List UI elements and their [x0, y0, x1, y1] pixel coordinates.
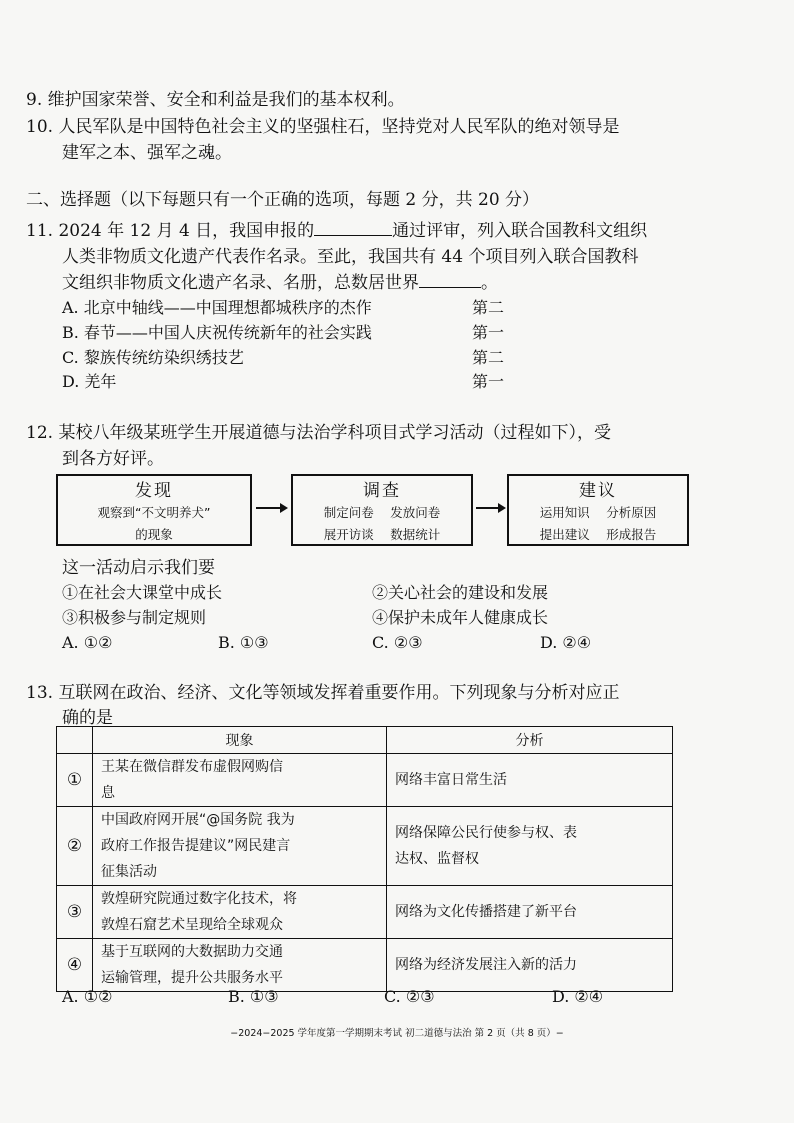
- question-10-line-1: 10. 人民军队是中国特色社会主义的坚强柱石，坚持党对人民军队的绝对领导是: [26, 117, 620, 137]
- q11-text-c: 文组织非物质文化遗产名录、名册，总数居世界: [62, 273, 419, 293]
- row-number: ②: [57, 807, 93, 886]
- flow-box-row: 展开访谈 数据统计: [323, 527, 441, 542]
- flow-box-row: 制定问卷 发放问卷: [323, 505, 441, 520]
- q12-choice-d: D. ②④: [540, 633, 592, 652]
- row-number: ④: [57, 939, 93, 992]
- flow-box-title: 建议: [579, 481, 617, 501]
- row-analysis: 网络保障公民行使参与权、表 达权、监督权: [387, 807, 673, 886]
- page-footer: −2024−2025 学年度第一学期期末考试 初二道德与法治 第 2 页（共 8 页）−: [230, 1028, 564, 1039]
- q11-option-c: C. 黎族传统纺染织绣技艺: [62, 348, 244, 367]
- question-13-line-2: 确的是: [62, 708, 113, 728]
- flow-box-title: 调查: [363, 481, 401, 501]
- question-11-line-1: [26, 218, 647, 244]
- q12-choice-c: C. ②③: [372, 633, 423, 652]
- q13-choice-c: C. ②③: [384, 987, 435, 1006]
- flow-box-discover: [56, 474, 252, 546]
- q13-choice-b: B. ①③: [228, 987, 279, 1006]
- question-9: 9. 维护国家荣誉、安全和利益是我们的基本权利。: [26, 90, 405, 110]
- flow-box-row: 提出建议 形成报告: [539, 527, 657, 542]
- q11-option-d: D. 羌年: [62, 372, 117, 391]
- question-11-line-2: 人类非物质文化遗产代表作名录。至此，我国共有 44 个项目列入联合国教科: [62, 247, 639, 267]
- question-12-line-2: 到各方好评。: [62, 449, 164, 469]
- q13-choice-a: A. ①②: [62, 987, 113, 1006]
- q12-stem: 这一活动启示我们要: [62, 558, 215, 578]
- row-analysis: 网络为文化传播搭建了新平台: [387, 886, 673, 939]
- q11-text-b: 通过评审，列入联合国教科文组织: [392, 221, 648, 241]
- row-phenomenon: 敦煌研究院通过数字化技术，将 敦煌石窟艺术呈现给全球观众: [93, 886, 387, 939]
- section-2-heading: 二、选择题（以下每题只有一个正确的选项，每题 2 分，共 20 分）: [26, 190, 540, 210]
- flow-arrow-icon: [254, 500, 290, 516]
- question-13-line-1: 13. 互联网在政治、经济、文化等领域发挥着重要作用。下列现象与分析对应正: [26, 683, 620, 703]
- table-header-row: [57, 727, 673, 754]
- q11-option-b-rank: 第一: [472, 323, 505, 342]
- q12-choice-a: A. ①②: [62, 633, 113, 652]
- fill-blank-1: [314, 221, 392, 236]
- flow-arrow-icon: [474, 500, 508, 516]
- table-header-num: [57, 727, 93, 754]
- q12-statement-2: ②关心社会的建设和发展: [372, 583, 549, 602]
- q12-statement-4: ④保护未成年人健康成长: [372, 608, 549, 627]
- flow-box-row: 的现象: [135, 527, 173, 542]
- q12-choice-b: B. ①③: [218, 633, 269, 652]
- flow-box-row: 运用知识 分析原因: [539, 505, 657, 520]
- q12-statement-1: ①在社会大课堂中成长: [62, 583, 223, 602]
- table-row: [57, 754, 673, 807]
- question-10-line-2: 建军之本、强军之魂。: [62, 143, 232, 163]
- table-row: [57, 807, 673, 886]
- q11-option-d-rank: 第一: [472, 372, 505, 391]
- table-header-phenomenon: 现象: [93, 727, 387, 754]
- flow-box-row: 观察到“不文明养犬”: [97, 505, 211, 520]
- flow-box-suggest: [507, 474, 689, 546]
- table-header-analysis: 分析: [387, 727, 673, 754]
- row-phenomenon: 中国政府网开展“@国务院 我为 政府工作报告提建议”网民建言 征集活动: [93, 807, 387, 886]
- row-phenomenon: 王某在微信群发布虚假网购信 息: [93, 754, 387, 807]
- question-11-line-3: [62, 270, 498, 296]
- fill-blank-2: [419, 273, 481, 288]
- flow-box-investigate: [291, 474, 473, 546]
- question-12-line-1: 12. 某校八年级某班学生开展道德与法治学科项目式学习活动（过程如下），受: [26, 423, 611, 443]
- q11-option-b: B. 春节——中国人庆祝传统新年的社会实践: [62, 323, 372, 342]
- row-analysis: 网络丰富日常生活: [387, 754, 673, 807]
- q12-statement-3: ③积极参与制定规则: [62, 608, 207, 627]
- q13-choice-d: D. ②④: [552, 987, 604, 1006]
- q11-option-a: A. 北京中轴线——中国理想都城秩序的杰作: [62, 298, 372, 317]
- table-row: [57, 886, 673, 939]
- row-number: ①: [57, 754, 93, 807]
- q11-option-c-rank: 第二: [472, 348, 505, 367]
- q13-table: [56, 726, 673, 992]
- row-analysis: 网络为经济发展注入新的活力: [387, 939, 673, 992]
- flow-box-title: 发现: [135, 481, 173, 501]
- row-phenomenon: 基于互联网的大数据助力交通 运输管理，提升公共服务水平: [93, 939, 387, 992]
- q11-text-d: 。: [481, 273, 498, 293]
- q11-option-a-rank: 第二: [472, 298, 505, 317]
- q11-text-a: 11. 2024 年 12 月 4 日，我国申报的: [26, 221, 315, 241]
- row-number: ③: [57, 886, 93, 939]
